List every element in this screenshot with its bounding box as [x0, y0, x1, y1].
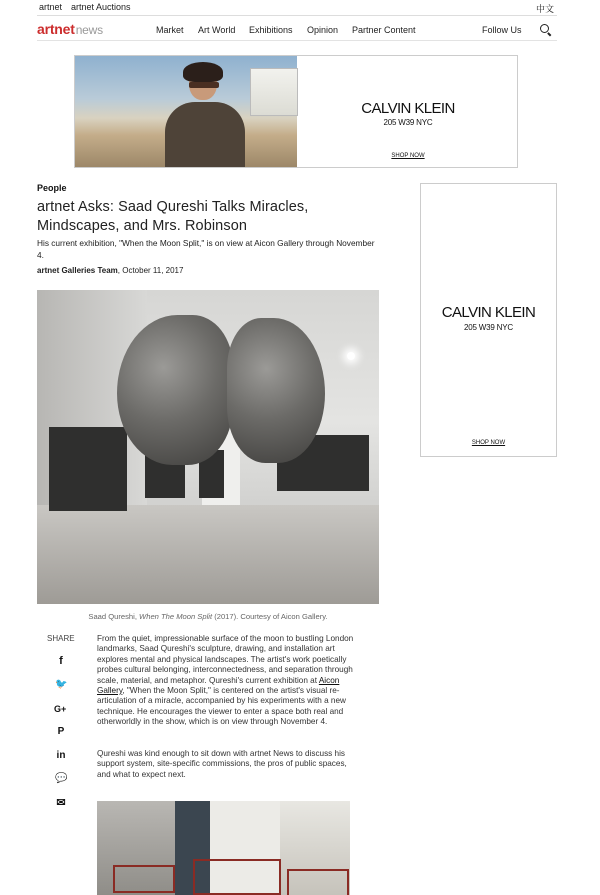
article-title: artnet Asks: Saad Qureshi Talks Miracles, Mindscapes, and Mrs. Robinson [37, 199, 309, 234]
language-switch[interactable]: 中文 [535, 4, 554, 14]
site-logo[interactable] [37, 21, 103, 37]
utility-bar [0, 0, 600, 14]
facebook-icon[interactable]: f [59, 655, 63, 667]
divider [37, 15, 557, 16]
image-caption: Saad Qureshi, When The Moon Split (2017). Courtesy of Aicon Gallery. [88, 612, 328, 621]
moon-sculpture-left [117, 315, 233, 465]
ad-address: 205 W39 NYC [383, 118, 433, 127]
model-figure [153, 64, 253, 168]
banner-ad[interactable] [74, 55, 518, 168]
search-icon[interactable] [540, 24, 549, 33]
twitter-icon[interactable]: 🐦 [55, 679, 68, 690]
ad-brand: CALVIN KLEIN [441, 304, 536, 321]
moon-sculpture-right [227, 318, 325, 463]
artnet-link[interactable]: artnet [39, 2, 63, 12]
nav-partner-content[interactable]: Partner Content [352, 25, 416, 35]
ad-address: 205 W39 NYC [464, 323, 513, 332]
aicon-gallery-link[interactable]: Aicon Gallery [97, 675, 340, 696]
pinterest-icon[interactable]: P [57, 726, 65, 737]
wechat-icon[interactable]: 💬 [55, 773, 68, 784]
nav-follow-us[interactable]: Follow Us [482, 25, 522, 35]
hero-image [37, 290, 379, 604]
logo-brand: artnet [37, 21, 75, 37]
nav-opinion[interactable]: Opinion [307, 25, 339, 35]
byline [37, 266, 183, 275]
divider [37, 40, 557, 41]
nav-market[interactable]: Market [156, 25, 184, 35]
author-link[interactable]: artnet Galleries Team [37, 266, 118, 275]
ad-photo [75, 56, 297, 168]
nav-art-world[interactable]: Art World [198, 25, 236, 35]
logo-section: news [75, 23, 103, 37]
ad-shop-now[interactable]: SHOP NOW [471, 440, 506, 446]
publish-date: , October 11, 2017 [117, 266, 184, 275]
article-paragraph: From the quiet, impressionable surface of the moon to bustling London landmarks, Saad Qureshi's sculpture, drawing, and installation art explores mental and physical landscapes. The artist's work poetically probes cultural belonging, interconnectedness, and separation through scale, material, and metaphor. Qureshi's current exhibition at Aicon Gallery, "When the Moon Split," is centered on the artist's visual re-articulation of a miracle, accompanied by his experiments with a new technique. He encourages the viewer to enter a space both real and otherworldly in the show, which is on view through November 4. [97, 634, 354, 727]
linkedin-icon[interactable]: in [56, 750, 66, 761]
nav-exhibitions[interactable]: Exhibitions [249, 25, 293, 35]
ad-shop-now[interactable]: SHOP NOW [391, 153, 425, 159]
share-label: SHARE [47, 634, 75, 643]
article-category[interactable]: People [37, 183, 67, 193]
article-photo [97, 801, 350, 895]
sidebar-ad[interactable] [420, 183, 557, 457]
article-dek: His current exhibition, "When the Moon Split," is on view at Aicon Gallery through November 4. [37, 238, 375, 260]
email-icon[interactable]: ✉ [56, 797, 66, 809]
google-plus-icon[interactable]: G+ [54, 704, 67, 714]
article-paragraph: Qureshi was kind enough to sit down with artnet News to discuss his support system, site-specific commissions, the pros of public spaces, and what to expect next. [97, 749, 347, 779]
ad-brand: CALVIN KLEIN [361, 100, 455, 117]
billboard [250, 68, 298, 116]
artnet-auctions-link[interactable]: artnet Auctions [71, 2, 131, 12]
